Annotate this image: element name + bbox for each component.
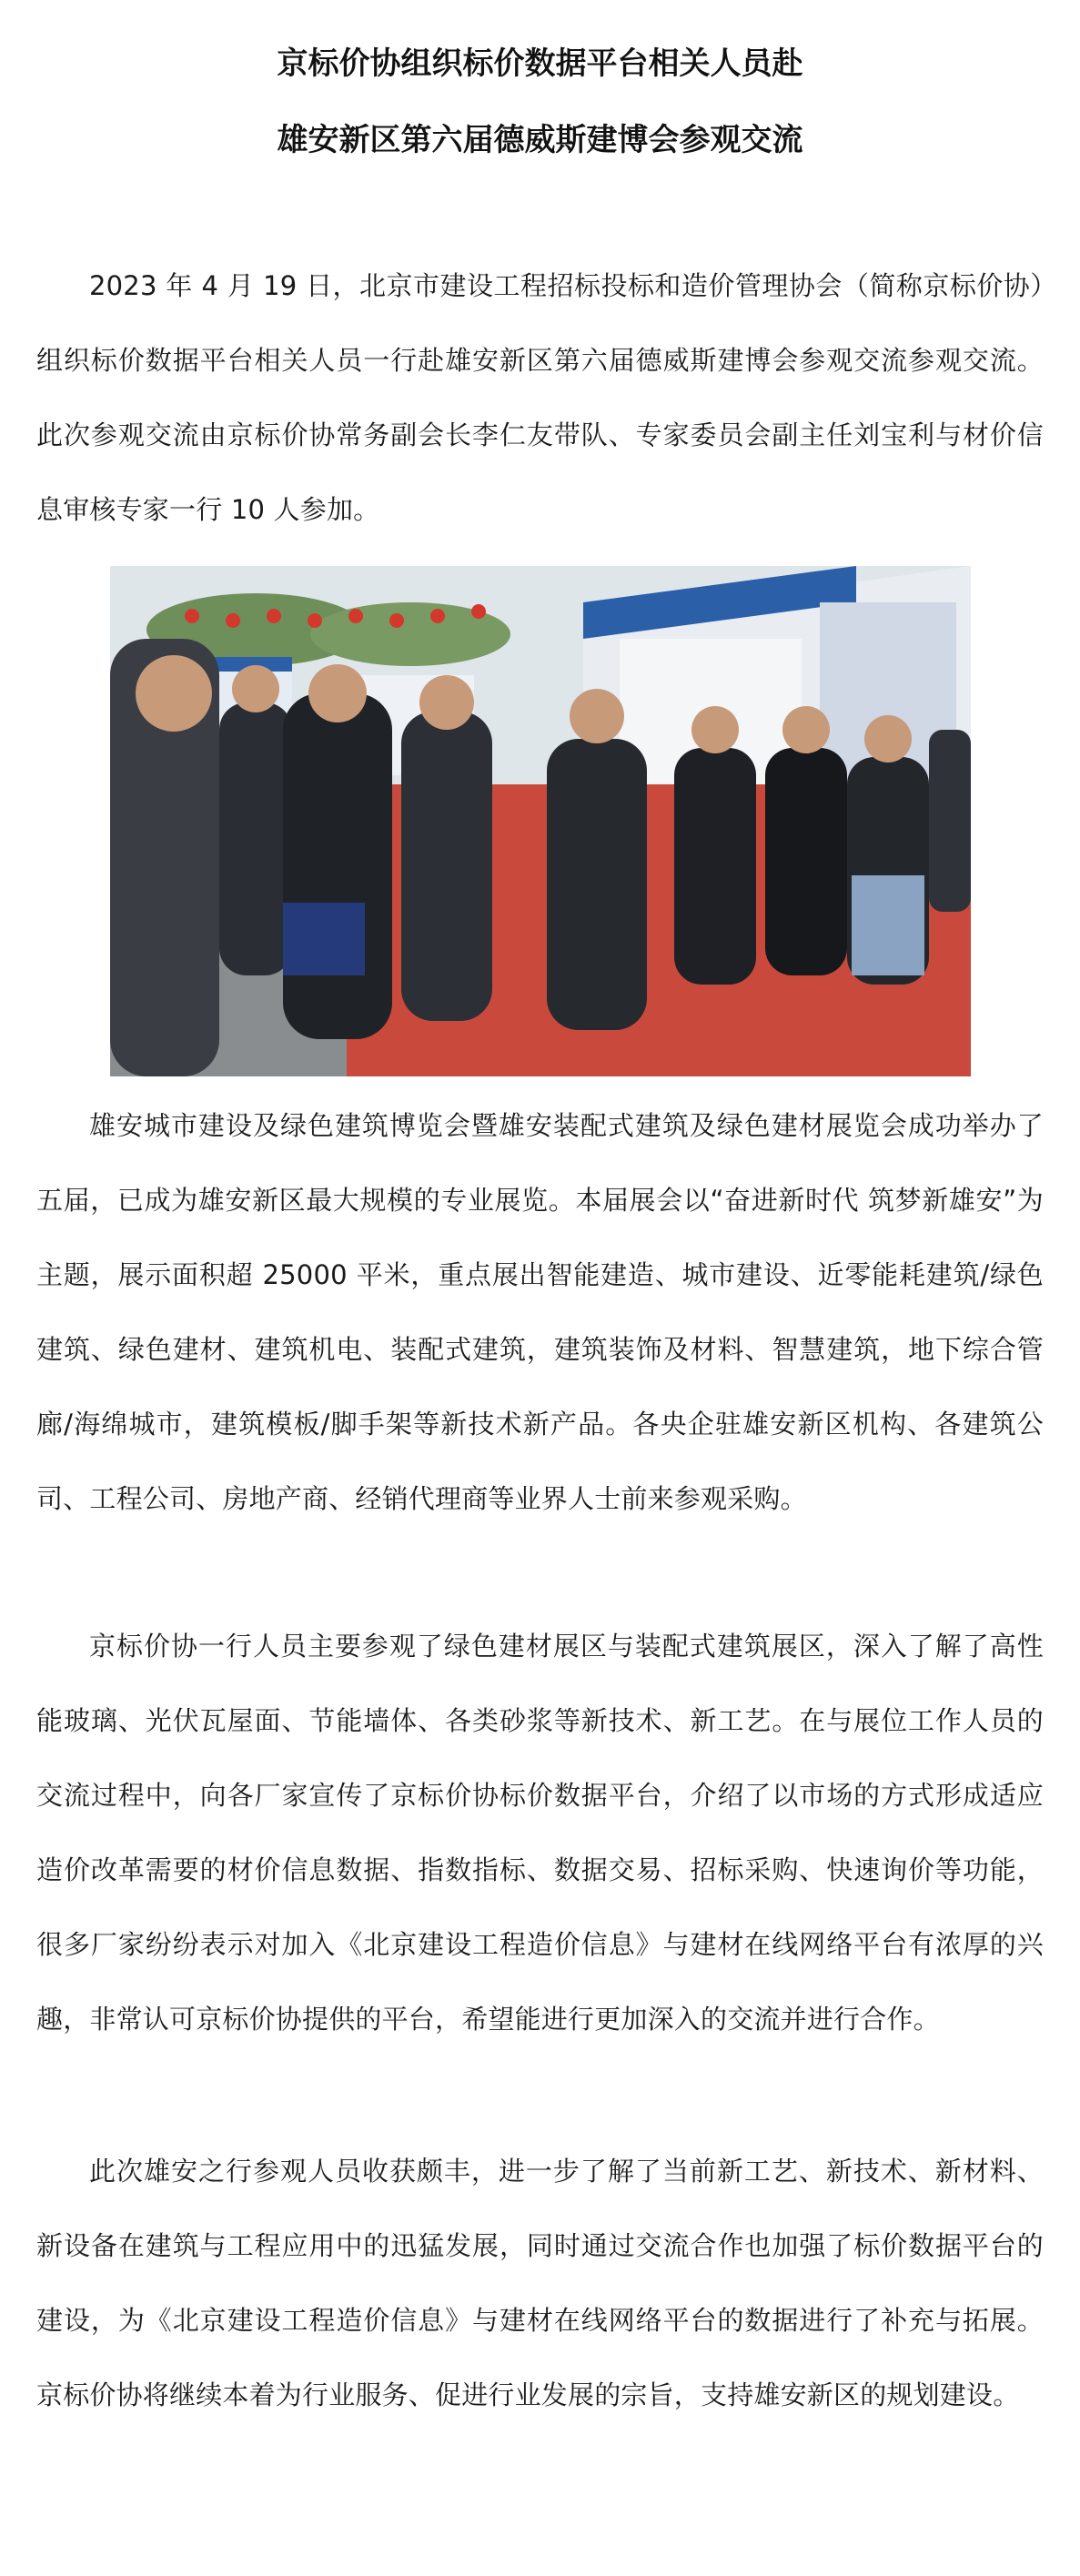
paragraph-4: 此次雄安之行参观人员收获颇丰，进一步了解了当前新工艺、新技术、新材料、新设备在建筑与工程应用中的迅猛发展，同时通过交流合作也加强了标价数据平台的建设，为《北京建设工程造价信息》与建材在线网络平台的数据进行了补充与拓展。京标价协将继续本着为行业服务、促进行业发展的宗旨，支持雄安新区的规划建设。 <box>36 2156 1044 2410</box>
expo-visit-photo <box>110 566 971 1076</box>
article-title-line-1: 京标价协组织标价数据平台相关人员赴 <box>277 45 803 82</box>
paragraph-1: 2023 年 4 月 19 日，北京市建设工程招标投标和造价管理协会（简称京标价协）组织标价数据平台相关人员一行赴雄安新区第六届德威斯建博会参观交流参观交流。此次参观交流由京标价协常务副会长李仁友带队、专家委员会副主任刘宝利与材价信息审核专家一行 10 人参加。 <box>36 270 1044 525</box>
paragraph-3: 京标价协一行人员主要参观了绿色建材展区与装配式建筑展区，深入了解了高性能玻璃、光伏瓦屋面、节能墙体、各类砂浆等新技术、新工艺。在与展位工作人员的交流过程中，向各厂家宣传了京标价协标价数据平台，介绍了以市场的方式形成适应造价改革需要的材价信息数据、指数指标、数据交易、招标采购、快速询价等功能，很多厂家纷纷表示对加入《北京建设工程造价信息》与建材在线网络平台有浓厚的兴趣，非常认可京标价协提供的平台，希望能进行更加深入的交流并进行合作。 <box>36 1631 1044 2035</box>
paragraph-2: 雄安城市建设及绿色建筑博览会暨雄安装配式建筑及绿色建材展览会成功举办了五届，已成为雄安新区最大规模的专业展览。本届展会以“奋进新时代 筑梦新雄安”为主题，展示面积超 25000 平米，重点展出智能建造、城市建设、近零能耗建筑/绿色建筑、绿色建材、建筑机电、装配式建筑，建筑装饰及材料、智慧建筑，地下综合管廊/海绵城市，建筑模板/脚手架等新技术新产品。各央企驻雄安新区机构、各建筑公司、工程公司、房地产商、经销代理商等业界人士前来参观采购。 <box>36 1110 1044 1514</box>
article-title-line-2: 雄安新区第六届德威斯建博会参观交流 <box>277 122 803 158</box>
